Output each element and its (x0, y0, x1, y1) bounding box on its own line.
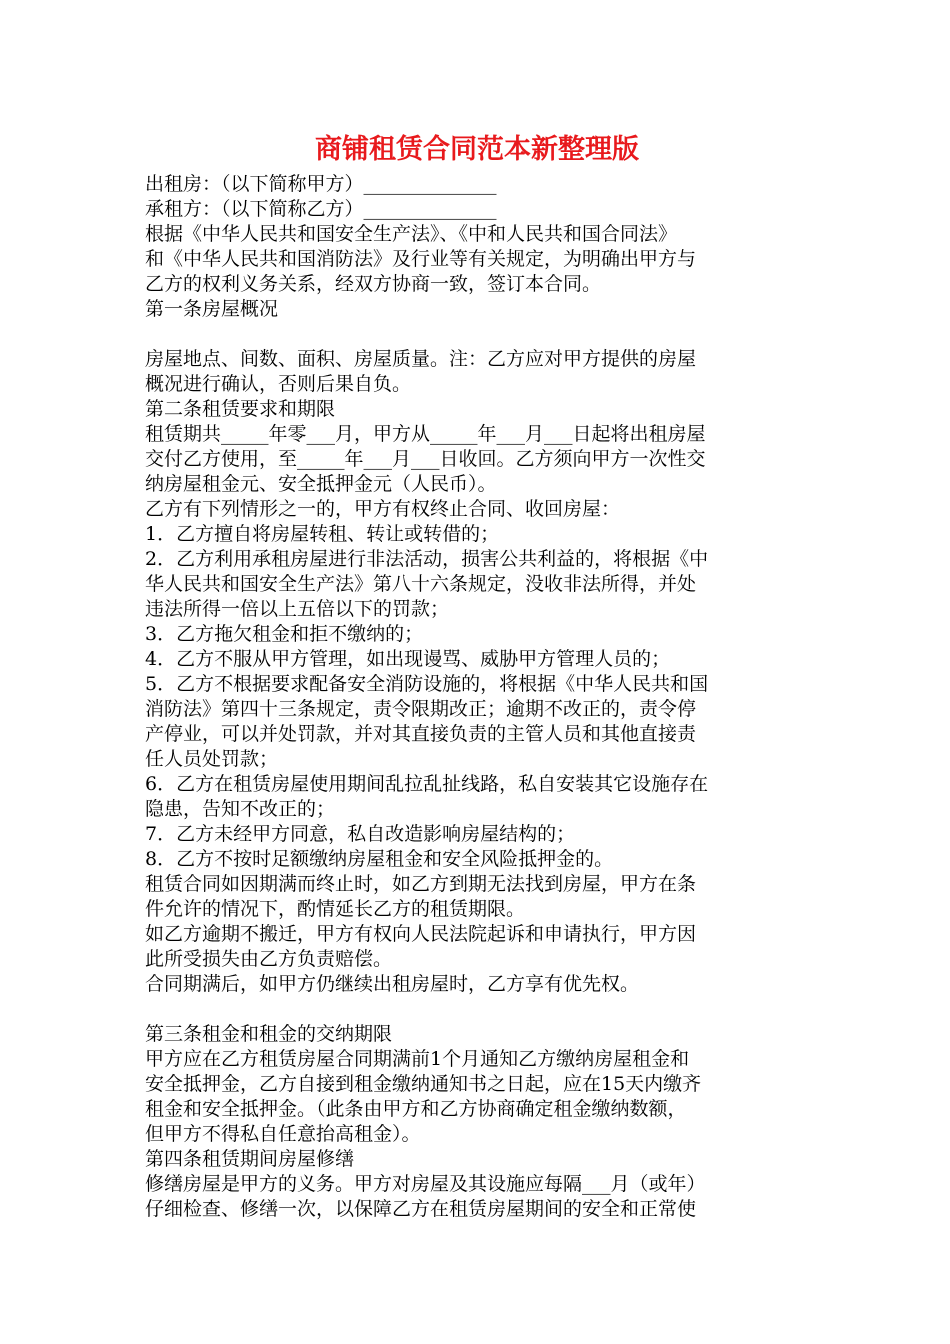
text-line: 违法所得一倍以上五倍以下的罚款； (145, 598, 450, 620)
text-line: 出租房：（以下简称甲方）______________ (145, 173, 497, 195)
text-line: 第三条租金和租金的交纳期限 (145, 1023, 393, 1045)
text-line: 安全抵押金，乙方自接到租金缴纳通知书之日起，应在15天内缴齐 (145, 1073, 702, 1095)
text-line: 4．乙方不服从甲方管理，如出现谩骂、威胁甲方管理人员的； (145, 648, 671, 670)
text-line: 纳房屋租金元、安全抵押金元（人民币）。 (145, 473, 497, 495)
text-line: 6．乙方在租赁房屋使用期间乱拉乱扯线路，私自安装其它设施存在 (145, 773, 709, 795)
text-line: 此所受损失由乙方负责赔偿。 (145, 948, 393, 970)
text-line: 租金和安全抵押金。（此条由甲方和乙方协商确定租金缴纳数额， (145, 1098, 687, 1120)
text-line: 产停业，可以并处罚款，并对其直接负责的主管人员和其他直接责 (145, 723, 697, 745)
text-line: 租赁期共_____年零___月，甲方从_____年___月___日起将出租房屋 (145, 423, 706, 445)
text-line: 第一条房屋概况 (145, 298, 279, 320)
text-line: 乙方的权利义务关系，经双方协商一致，签订本合同。 (145, 273, 602, 295)
text-line: 交付乙方使用，至_____年___月___日收回。乙方须向甲方一次性交 (145, 448, 706, 470)
text-line: 2．乙方利用承租房屋进行非法活动，损害公共利益的，将根据《中 (145, 548, 709, 570)
text-line: 任人员处罚款； (145, 748, 279, 770)
text-line: 但甲方不得私自任意抬高租金）。 (145, 1123, 421, 1145)
text-line: 如乙方逾期不搬迁，甲方有权向人民法院起诉和申请执行，甲方因 (145, 923, 697, 945)
contract-page (145, 128, 809, 1222)
document-body (145, 172, 809, 1222)
text-line: 第二条租赁要求和期限 (145, 398, 336, 420)
text-line: 和《中华人民共和国消防法》及行业等有关规定，为明确出甲方与 (145, 248, 697, 270)
text-line: 消防法》第四十三条规定，责令限期改正；逾期不改正的，责令停 (145, 698, 697, 720)
text-line: 隐患，告知不改正的； (145, 798, 336, 820)
text-line: 5．乙方不根据要求配备安全消防设施的，将根据《中华人民共和国 (145, 673, 709, 695)
text-line: 概况进行确认，否则后果自负。 (145, 373, 412, 395)
text-line: 房屋地点、间数、面积、房屋质量。注：乙方应对甲方提供的房屋 (145, 348, 697, 370)
document-title: 商铺租赁合同范本新整理版 (315, 134, 639, 165)
text-line: 租赁合同如因期满而终止时，如乙方到期无法找到房屋，甲方在条 (145, 873, 697, 895)
text-line: 承租方：（以下简称乙方）______________ (145, 198, 497, 220)
text-line: 3．乙方拖欠租金和拒不缴纳的； (145, 623, 424, 645)
text-line: 合同期满后，如甲方仍继续出租房屋时，乙方享有优先权。 (145, 973, 640, 995)
text-line: 根据《中华人民共和国安全生产法》、《中和人民共和国合同法》 (145, 223, 678, 245)
text-line: 仔细检查、修缮一次，以保障乙方在租赁房屋期间的安全和正常使 (145, 1198, 697, 1220)
text-line: 8．乙方不按时足额缴纳房屋租金和安全风险抵押金的。 (145, 848, 614, 870)
text-line: 华人民共和国安全生产法》第八十六条规定，没收非法所得，并处 (145, 573, 697, 595)
blank-line (145, 322, 809, 347)
text-line: 甲方应在乙方租赁房屋合同期满前1个月通知乙方缴纳房屋租金和 (145, 1048, 690, 1070)
text-line: 乙方有下列情形之一的，甲方有权终止合同、收回房屋： (145, 498, 621, 520)
text-line: 1．乙方擅自将房屋转租、转让或转借的； (145, 523, 500, 545)
blank-line (145, 997, 809, 1022)
text-line: 第四条租赁期间房屋修缮 (145, 1148, 355, 1170)
text-line: 7．乙方未经甲方同意，私自改造影响房屋结构的； (145, 823, 576, 845)
text-line: 件允许的情况下，酌情延长乙方的租赁期限。 (145, 898, 526, 920)
text-line: 修缮房屋是甲方的义务。甲方对房屋及其设施应每隔___月（或年） (145, 1173, 706, 1195)
